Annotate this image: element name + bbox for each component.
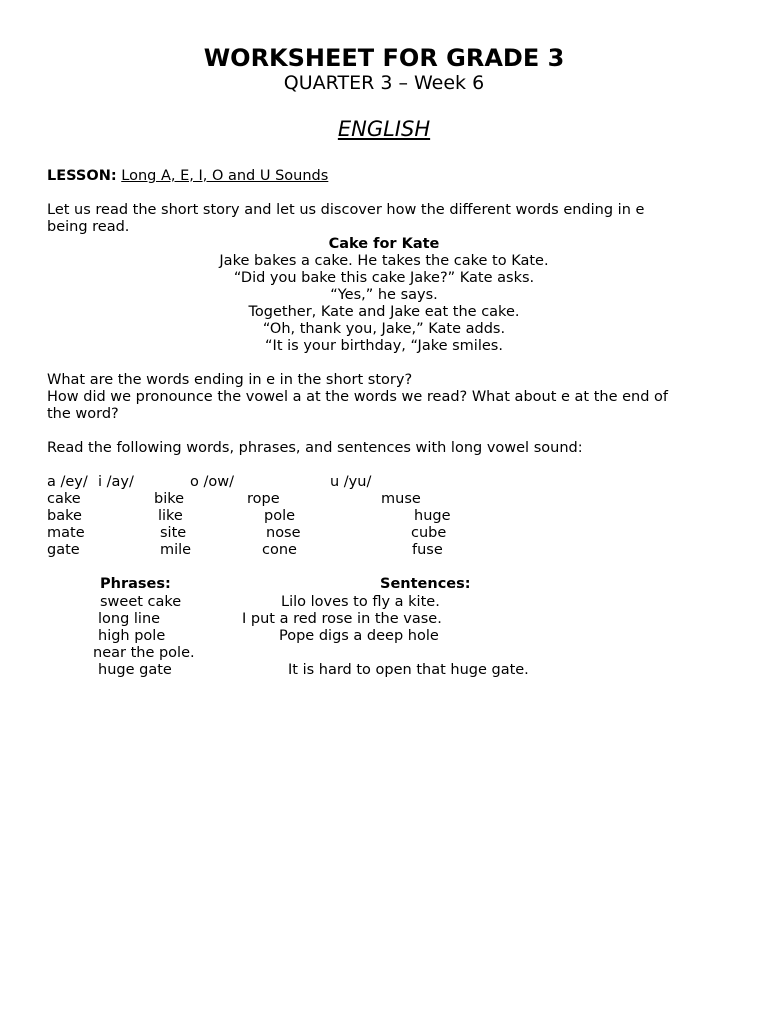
word-cell: mile bbox=[160, 542, 192, 558]
phrase-item: near the pole. bbox=[93, 645, 195, 661]
sentence-item: Lilo loves to fly a kite. bbox=[281, 594, 440, 610]
subject-heading: ENGLISH bbox=[337, 117, 431, 141]
story-line: “Yes,” he says. bbox=[330, 287, 438, 303]
word-cell: bike bbox=[154, 491, 185, 507]
story-line: “Oh, thank you, Jake,” Kate adds. bbox=[262, 321, 506, 337]
worksheet-title: WORKSHEET FOR GRADE 3 bbox=[203, 44, 565, 72]
story-line: “Did you bake this cake Jake?” Kate asks. bbox=[233, 270, 535, 286]
story-line: Jake bakes a cake. He takes the cake to Kate. bbox=[219, 253, 549, 269]
sentence-item: It is hard to open that huge gate. bbox=[288, 662, 529, 678]
vowel-header-i: i /ay/ bbox=[98, 474, 134, 490]
vowel-header-u: u /yu/ bbox=[330, 474, 372, 490]
vowel-header-o: o /ow/ bbox=[190, 474, 234, 490]
word-cell: site bbox=[160, 525, 187, 541]
story-line: Together, Kate and Jake eat the cake. bbox=[248, 304, 520, 320]
word-cell: pole bbox=[264, 508, 296, 524]
intro-line-2: being read. bbox=[47, 219, 130, 235]
question-line: What are the words ending in e in the short story? bbox=[47, 372, 413, 388]
word-cell: fuse bbox=[412, 542, 443, 558]
sentence-item: Pope digs a deep hole bbox=[279, 628, 439, 644]
word-cell: bake bbox=[47, 508, 82, 524]
word-cell: cone bbox=[262, 542, 297, 558]
word-cell: gate bbox=[47, 542, 80, 558]
instruction-text: Read the following words, phrases, and sentences with long vowel sound: bbox=[47, 440, 583, 456]
phrase-item: sweet cake bbox=[100, 594, 182, 610]
word-cell: like bbox=[158, 508, 183, 524]
word-cell: cake bbox=[47, 491, 81, 507]
lesson-title: Long A, E, I, O and U Sounds bbox=[121, 168, 329, 184]
word-cell: mate bbox=[47, 525, 85, 541]
question-line: the word? bbox=[47, 406, 119, 422]
story-line: “It is your birthday, “Jake smiles. bbox=[265, 338, 503, 354]
intro-line-1: Let us read the short story and let us discover how the different words ending in e bbox=[47, 202, 645, 218]
phrases-heading: Phrases: bbox=[100, 576, 171, 592]
word-cell: muse bbox=[381, 491, 421, 507]
sentence-item: I put a red rose in the vase. bbox=[242, 611, 442, 627]
vowel-header-a: a /ey/ bbox=[47, 474, 88, 490]
phrase-item: huge gate bbox=[98, 662, 172, 678]
word-cell: cube bbox=[411, 525, 447, 541]
lesson-label: LESSON: bbox=[47, 168, 117, 184]
word-cell: rope bbox=[247, 491, 280, 507]
phrase-item: long line bbox=[98, 611, 161, 627]
word-cell: nose bbox=[266, 525, 301, 541]
word-cell: huge bbox=[414, 508, 451, 524]
lesson-line bbox=[47, 168, 328, 185]
quarter-subtitle: QUARTER 3 – Week 6 bbox=[283, 72, 485, 94]
question-line: How did we pronounce the vowel a at the words we read? What about e at the end of bbox=[47, 389, 669, 405]
sentences-heading: Sentences: bbox=[380, 576, 471, 592]
story-title: Cake for Kate bbox=[328, 236, 440, 252]
phrase-item: high pole bbox=[98, 628, 166, 644]
